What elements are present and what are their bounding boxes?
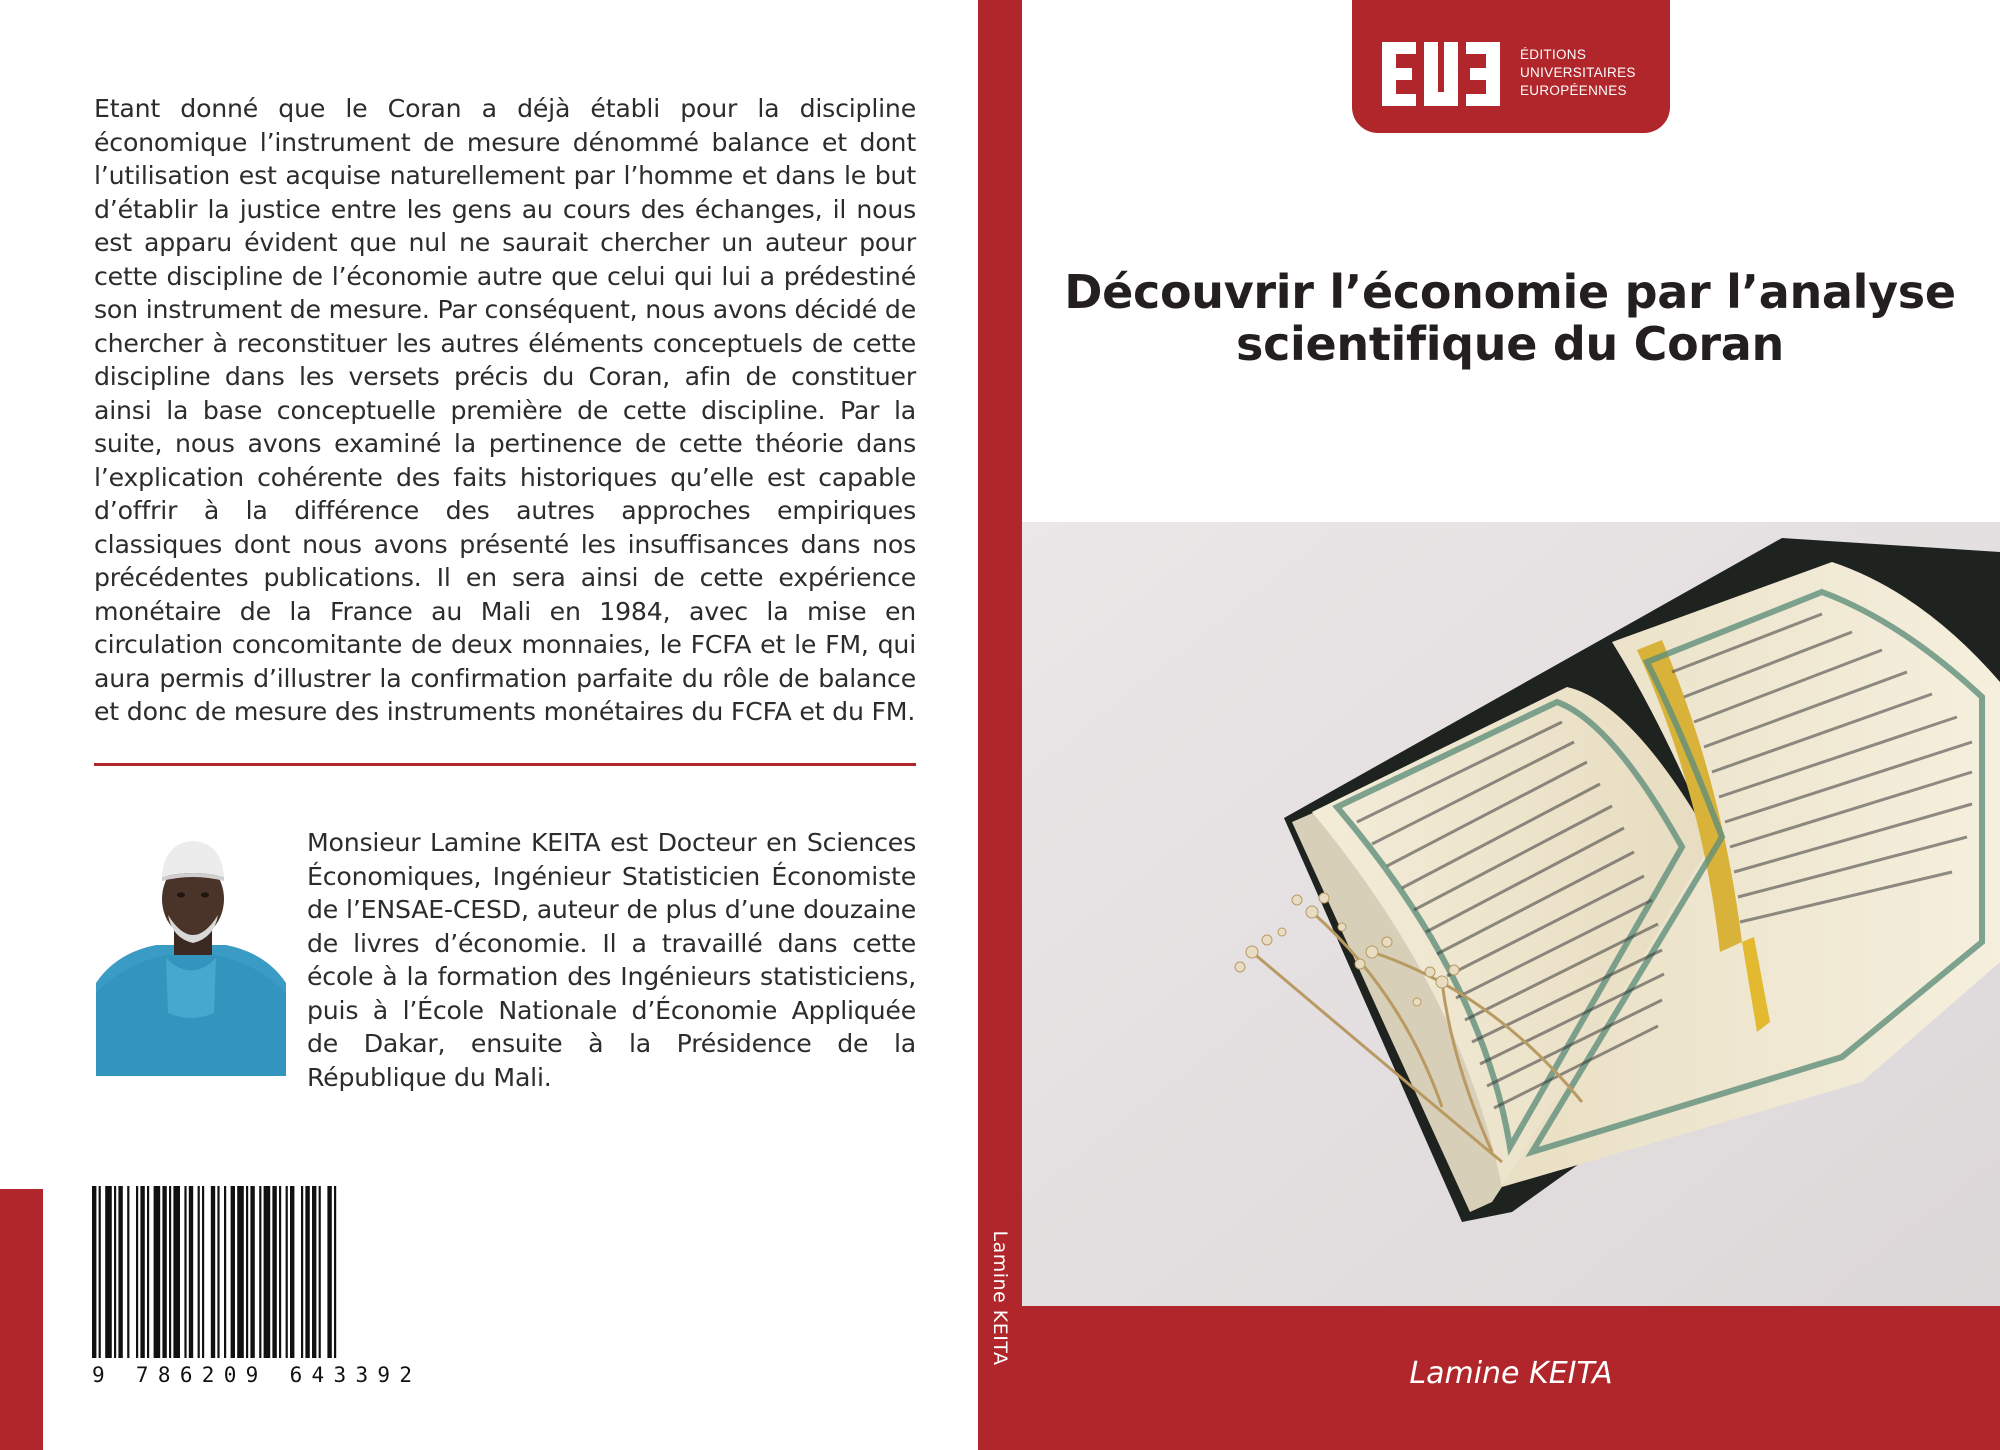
publisher-logo-mark	[1382, 42, 1500, 106]
publisher-line-1: ÉDITIONS	[1520, 47, 1587, 62]
cover-photo	[1022, 522, 2000, 1306]
cover-author-name: Lamine KEITA	[1409, 1356, 1613, 1391]
book-title-line-2: scientifique du Coran	[1235, 317, 1784, 371]
back-cover-blurb: Etant donné que le Coran a déjà établi pour la discipline économique l’instrument de mesure dénommé balance et dont l’utilisation est acquise naturellement par l’homme et dans le but d’établir la justice entre les gens au cours des échanges, il nous est apparu évident que nul ne saurait chercher un auteur pour cette discipline de l’économie autre que celui qui lui a prédestiné son instrument de mesure. Par conséquent, nous avons décidé de chercher à reconstituer les autres éléments conceptuels de cette discipline dans les versets précis du Coran, afin de constituer ainsi la base conceptuelle première de cette discipline. Par la suite, nous avons examiné la pertinence de cette théorie dans l’explication cohérente des faits historiques qu’elle est capable d’offrir à la différence des autres approches empiriques classiques dont nous avons présenté les insuffisances dans nos précédentes publications. Il en sera ainsi de cette expérience monétaire de la France au Mali en 1984, avec la mise en circulation concomitante de deux monnaies, le FCFA et le FM, qui aura permis d’illustrer la confirmation parfaite du rôle de balance et donc de mesure des instruments monétaires du FCFA et du FM.	[94, 94, 916, 726]
author-band	[1022, 1306, 2000, 1450]
publisher-line-3: EUROPÉENNES	[1520, 83, 1627, 98]
publisher-name	[1520, 46, 1636, 100]
publisher-logo	[1352, 0, 1670, 133]
back-cover-red-band	[0, 1189, 43, 1450]
author-bio: Monsieur Lamine KEITA est Docteur en Sciences Économiques, Ingénieur Statisticien Économiste de l’ENSAE-CESD, auteur de plus d’une douzaine de livres d’économie. Il a travaillé dans cette école à la formation des Ingénieurs statisticiens, puis à l’École Nationale d’Économie Appliquée de Dakar, ensuite à la Présidence de la République du Mali.	[307, 828, 916, 1092]
isbn-digits: 9 786209 643392	[92, 1363, 412, 1386]
isbn-barcode	[92, 1186, 422, 1386]
book-title-line-1: Découvrir l’économie par l’analyse	[1064, 265, 1956, 319]
spine-author: Lamine KEITA	[989, 1230, 1011, 1366]
book-title	[1040, 266, 1980, 370]
publisher-line-2: UNIVERSITAIRES	[1520, 65, 1636, 80]
author-photo	[96, 833, 286, 1076]
section-divider	[94, 763, 916, 766]
